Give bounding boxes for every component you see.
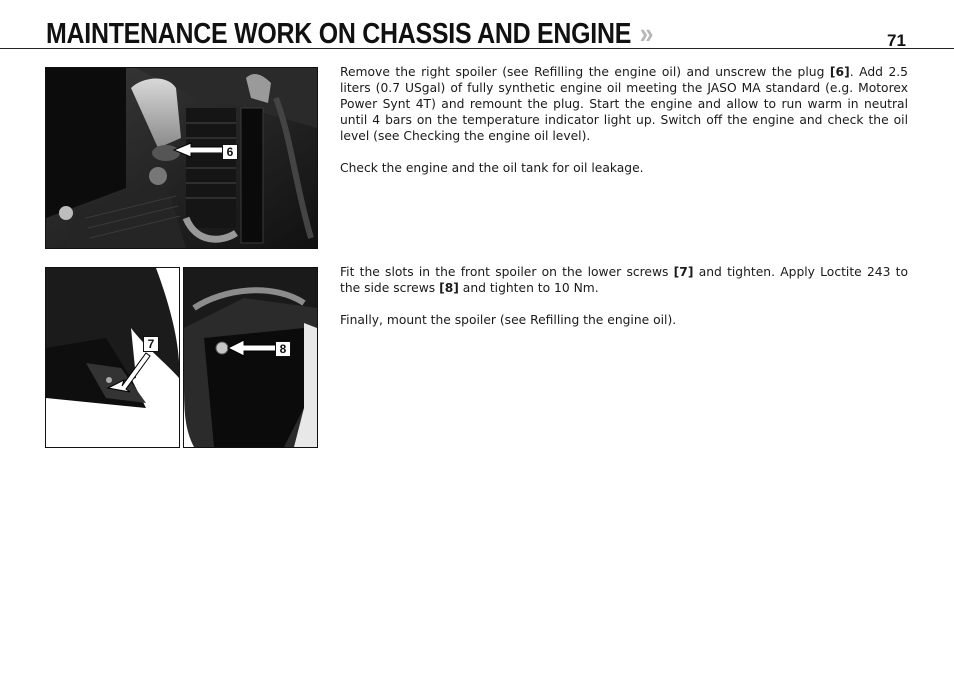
photo-spoiler-lower-illustration [46,268,179,447]
text-run: . Add 2.5 liters (0.7 USgal) of fully synthetic engine oil meeting the JASO MA standard (e.g. Motorex Power Synt 4T) and remount the plug. Start the engine and allow to run warm in neutral until 4 bars on the temperature indicator light up. Switch off the engine and check the oil level (see Checking the engine oil level). [340,65,909,143]
photo-spoiler-side-illustration [184,268,317,447]
paragraph [340,264,908,296]
paragraph [340,64,908,144]
reference-label: [8] [439,281,459,295]
reference-label: [7] [673,265,694,279]
callout-label-6: 6 [222,144,238,160]
instructions-block-1 [340,64,908,192]
text-run: and tighten. Apply Loctite 243 to the side screws [340,265,909,295]
callout-label-7: 7 [143,336,159,352]
text-run: Fit the slots in the front spoiler on the lower screws [340,265,674,279]
paragraph: Finally, mount the spoiler (see Refilling the engine oil). [340,313,677,327]
text-run: and tighten to 10 Nm. [458,281,599,295]
photo-oil-filler [45,67,318,249]
header-divider [0,48,954,49]
photo-spoiler-lower-screw [45,267,180,448]
photo-oil-filler-illustration [46,68,317,248]
page-title [46,18,650,51]
chevron-right-icon: » [639,18,651,50]
callout-label-8: 8 [275,341,291,357]
paragraph: Check the engine and the oil tank for oil leakage. [340,161,644,175]
photo-spoiler-side-screw [183,267,318,448]
reference-label: [6] [829,65,850,79]
instructions-block-2 [340,264,908,344]
page-number: 71 [887,31,906,50]
page-title-text: MAINTENANCE WORK ON CHASSIS AND ENGINE [46,18,632,50]
text-run: Remove the right spoiler (see Refilling the engine oil) and unscrew the plug [340,65,830,79]
